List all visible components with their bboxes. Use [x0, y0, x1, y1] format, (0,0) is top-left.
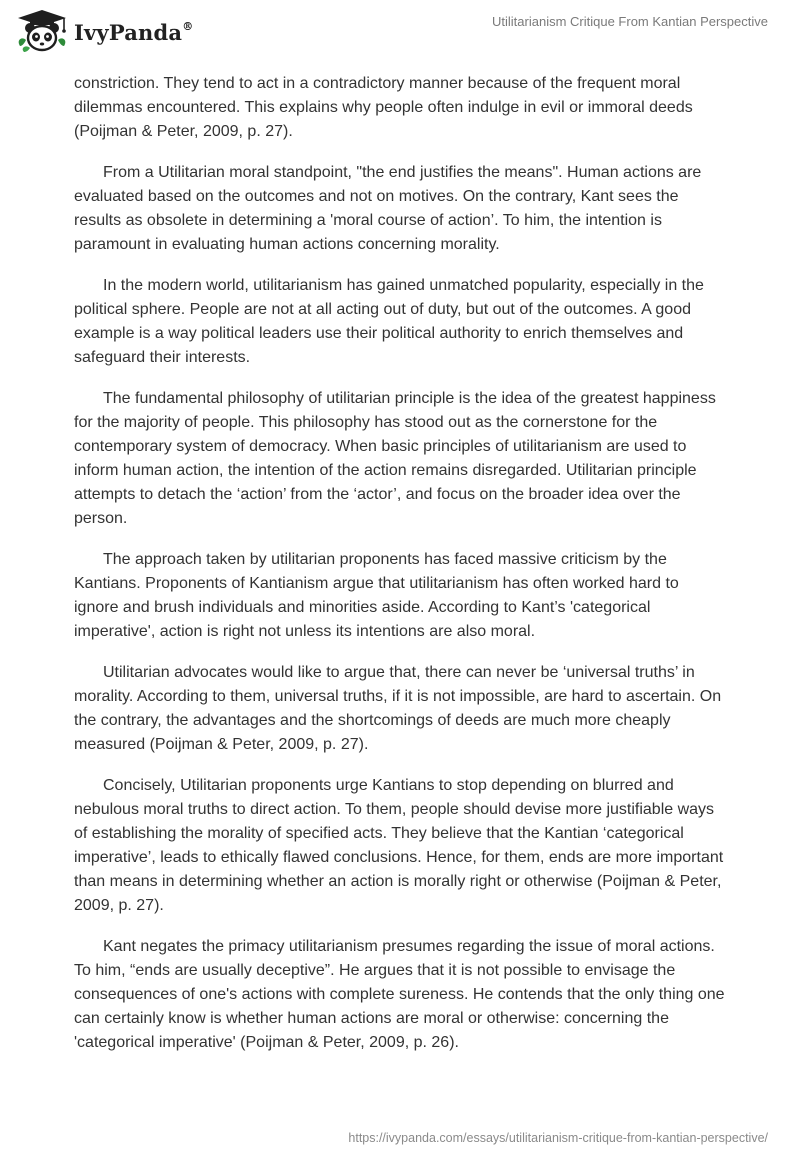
- paragraph: In the modern world, utilitarianism has gained unmatched popularity, especially in the political sphere. People are not at all acting out of duty, but out of the outcomes. A good example is a way political leaders use their political authority to enrich themselves and safeguard their interests.: [74, 277, 704, 366]
- source-url[interactable]: https://ivypanda.com/essays/utilitarianism-critique-from-kantian-perspective/: [348, 1131, 768, 1145]
- paragraph: From a Utilitarian moral standpoint, "the end justifies the means". Human actions are evaluated based on the outcomes and not on motives. On the contrary, Kant sees the results as obsolete in determining a 'moral course of action’. To him, the intention is paramount in evaluating human actions concerning morality.: [74, 164, 702, 253]
- document-title: Utilitarianism Critique From Kantian Perspective: [492, 14, 768, 29]
- paragraph: Kant negates the primacy utilitarianism presumes regarding the issue of moral actions. To him, “ends are usually deceptive”. He argues that it is not possible to envisage the consequences of one's actions with complete sureness. He contends that the only thing one can certainly know is whether human actions are moral or otherwise: concerning the 'categorical imperative' (Poijman & Peter, 2009, p. 26).: [74, 938, 725, 1051]
- paragraph: Utilitarian advocates would like to argue that, there can never be ‘universal truths’ in morality. According to them, universal truths, if it is not impossible, are hard to ascertain. On the contrary, the advantages and the shortcomings of deeds are much more cheaply measured (Poijman & Peter, 2009, p. 27).: [74, 664, 722, 753]
- brand-logo[interactable]: [14, 12, 193, 52]
- page-header: [0, 0, 800, 70]
- paragraph: constriction. They tend to act in a contradictory manner because of the frequent moral dilemmas encountered. This explains why people often indulge in evil or immoral deeds (Poijman & Peter, 2009, p. 27).: [74, 75, 693, 140]
- paragraph: The approach taken by utilitarian proponents has faced massive criticism by the Kantians. Proponents of Kantianism argue that utilitarianism has often worked hard to ignore and brush individuals and minorities aside. According to Kant’s 'categorical imperative', action is right not unless its intentions are also moral.: [74, 551, 679, 640]
- brand-name: IvyPanda®: [74, 19, 194, 45]
- paragraph: The fundamental philosophy of utilitarian principle is the idea of the greatest happiness for the majority of people. This philosophy has stood out as the cornerstone for the contemporary system of democracy. When basic principles of utilitarianism are used to inform human action, the intention of the action remains disregarded. Utilitarian principle attempts to detach the ‘action’ from the ‘actor’, and focus on the broader idea over the person.: [74, 390, 716, 527]
- panda-graduate-icon: [14, 8, 70, 56]
- essay-body: [74, 72, 726, 1072]
- paragraph: Concisely, Utilitarian proponents urge Kantians to stop depending on blurred and nebulous moral truths to direct action. To them, people should devise more justifiable ways of establishing the morality of specified acts. They believe that the Kantian ‘categorical imperative’, leads to ethically flawed conclusions. Hence, for them, ends are more important than means in determining whether an action is morally right or otherwise (Poijman & Peter, 2009, p. 27).: [74, 777, 724, 914]
